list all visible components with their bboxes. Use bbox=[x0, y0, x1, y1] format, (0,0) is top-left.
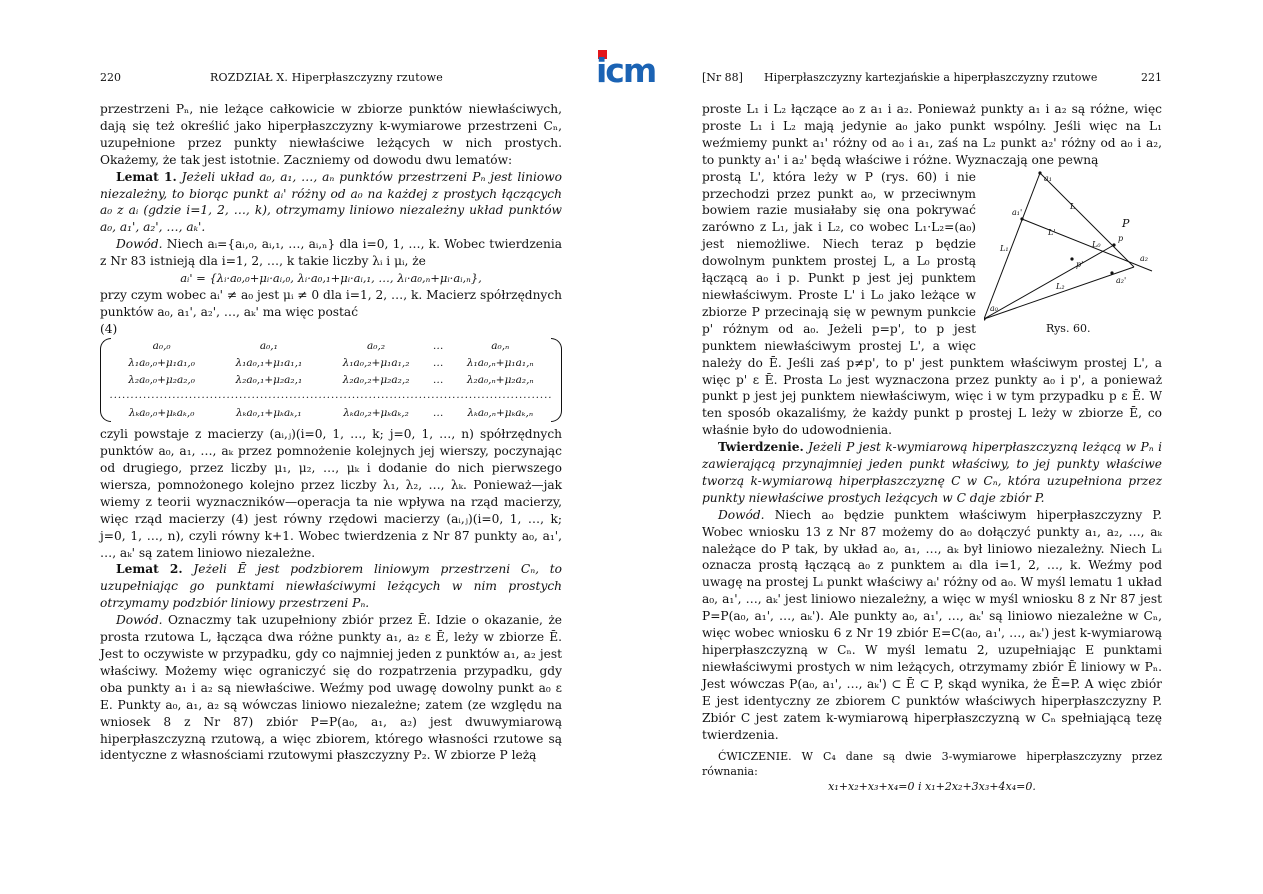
matrix-left-paren bbox=[100, 338, 111, 423]
label-a2: a₂ bbox=[1140, 253, 1148, 263]
matrix-cell: λ₁a₀,ₙ+μ₁a₁,ₙ bbox=[466, 356, 534, 369]
logo-text: icm bbox=[596, 51, 656, 90]
proof-text: Niech a₀ będzie punktem właściwym hiperpłaszczyzny P. Wobec wniosku 13 z Nr 87 możemy do a₀ dołączyć punkty a₁, a₂, …, aₖ należące do P tak, by układ a₀, a₁, …, aₖ był liniowo niezależny. Niech Lᵢ oznacza prostą łączącą a₀ z punktem aᵢ dla i=1, 2, …, k. Weźmy pod uwagę na prostej Lᵢ punkt właściwy aᵢ' różny od a₀. W myśl lematu 1 układ a₀, a₁', …, aₖ' jest liniowo niezależny, a więc w myśl wniosku 8 z Nr 87 jest P=P(a₀, a₁', …, aₖ'). Ale punkty a₀, a₁', …, aₖ' są liniowo niezależne w Cₙ, więc wobec wniosku 6 z Nr 19 zbiór E=C(a₀, a₁', …, aₖ') jest k-wymiarową hiperpłaszczyzną w Cₙ. W myśl lematu 2, uzupełniając E punktami niewłaściwymi prostych w nim leżących, otrzymamy zbiór Ē liniowy w Pₙ. Jest wówczas P(a₀, a₁', …, aₖ') ⊂ Ē ⊂ P, skąd wynika, że Ē=P. A więc zbiór E jest identyczny ze zbiorem C punktów właściwych hiperpłaszczyzny P. Zbiór C jest zatem k-wymiarową hiperpłaszczyzną w Cₙ spełniającą tezę twierdzenia. bbox=[702, 507, 1163, 742]
matrix-cell: λ₂a₀,₂+μ₂a₂,₂ bbox=[342, 373, 410, 386]
line-L2 bbox=[984, 267, 1134, 319]
matrix-cell: a₀,₀ bbox=[152, 339, 171, 352]
paragraph: czyli powstaje z macierzy (aᵢ,ⱼ)(i=0, 1, …, k; j=0, 1, …, n) spółrzędnych punktów a₀, a₁, …, aₖ przez pomnożenie kolejnych jej wierszy, poczynając od drugiego, przez liczby μ₁, μ₂, …, μₖ i dodanie do nich pierwszego wiersza, pomnożonego kolejno przez liczby λ₁, λ₂, …, λₖ. Ponieważ—jak wiemy z teorii wyznaczników—operacja ta nie wpływa na rząd macierzy, więc rząd macierzy (4) jest równy rzędowi macierzy (aᵢ,ⱼ)(i=0, 1, …, k; j=0, 1, …, n), czyli równy k+1. Wobec twierdzenia z Nr 87 punkty a₀, a₁', …, aₖ' są zatem liniowo niezależne. bbox=[100, 427, 562, 560]
matrix-cell: λₖa₀,₂+μₖaₖ,₂ bbox=[343, 407, 409, 420]
proof-text: Oznaczmy tak uzupełniony zbiór przez Ē. Idzie o okazanie, że prosta rzutowa L, łącząca dwa różne punkty a₁, a₂ ε Ē, leży w zbiorze Ē. Jest to oczywiste w przypadku, gdy co najmniej jeden z punktów a₁, a₂ jest właściwy. Możemy więc ograniczyć się do rozpatrzenia przypadku, gdy oba punkty a₁ i a₂ są niewłaściwe. Weźmy pod uwagę dowolny punkt a₀ ε E. Punkty a₀, a₁, a₂ są wówczas liniowo niezależne; zatem (ze względu na wniosek 8 z Nr 87) zbiór P=P(a₀, a₁, a₂) jest dwuwymiarową hiperpłaszczyzną rzutową, a więc zbiorem, którego własności rzutowe są identyczne z własnościami rzutowymi płaszczyzny P₂. W zbiorze P leżą bbox=[100, 613, 563, 763]
label-a1-prime: a₁' bbox=[1012, 207, 1023, 217]
paragraph: przestrzeni Pₙ, nie leżące całkowicie w zbiorze punktów niewłaściwych, dają się też określić jako hiperpłaszczyzny k-wymiarowe przestrzeni Cₙ, uzupełnione przez punkty niewłaściwe leżących w nich prostych. Okażemy, że tak jest istotnie. Zaczniemy od dowodu dwu lematów: bbox=[100, 102, 562, 167]
line-L0 bbox=[984, 245, 1114, 319]
matrix-dots-row bbox=[108, 388, 554, 405]
point-p bbox=[1112, 243, 1115, 246]
line-L bbox=[1040, 173, 1134, 267]
proof bbox=[702, 507, 1162, 744]
paragraph: proste L₁ i L₂ łączące a₀ z a₁ i a₂. Ponieważ punkty a₁ i a₂ są różne, więc proste L₁ i L₂ mają jedynie a₀ jako punkt wspólny. Jeśli więc na L₁ weźmiemy punkt a₁' różny od a₀ i a₁, zaś na L₂ punkt a₂' różny od a₀ i a₂, to punkty a₁' i a₂' będą właściwe i różne. Wyznaczają one pewną bbox=[702, 102, 1162, 167]
left-page-body bbox=[100, 101, 562, 764]
matrix-cell: λₖa₀,₀+μₖaₖ,₀ bbox=[128, 407, 195, 420]
label-L0: L₀ bbox=[1092, 239, 1101, 249]
proof-label: Dowód. bbox=[116, 613, 163, 628]
matrix-cell: a₀,₁ bbox=[259, 339, 278, 352]
figure-rys-60 bbox=[984, 171, 1162, 347]
matrix-cell: λₖa₀,₁+μₖaₖ,₁ bbox=[236, 407, 302, 420]
running-title: ROZDZIAŁ X. Hiperpłaszczyzny rzutowe bbox=[210, 71, 443, 84]
lemma-text: Jeżeli Ē jest podzbiorem liniowym przestrzeni Cₙ, to uzupełniając go punktami niewłaściwymi leżących w nim prostych otrzymamy podzbiór liniowy przestrzeni Pₙ. bbox=[100, 562, 563, 611]
matrix-row bbox=[108, 338, 554, 355]
lemma-1 bbox=[100, 169, 562, 237]
lemma-2 bbox=[100, 561, 562, 612]
matrix-cell: λ₂a₀,₁+μ₂a₂,₁ bbox=[235, 373, 303, 386]
label-p: p bbox=[1118, 233, 1124, 243]
matrix-cell: λ₁a₀,₀+μ₁a₁,₀ bbox=[128, 356, 195, 369]
point-a1-prime bbox=[1020, 217, 1023, 220]
proof-label: Dowód. bbox=[116, 237, 163, 252]
icm-logo bbox=[596, 50, 666, 88]
matrix-cell: λ₂a₀,₀+μ₂a₂,₀ bbox=[128, 373, 195, 386]
point-a2-prime bbox=[1110, 271, 1113, 274]
matrix-cell: λ₁a₀,₂+μ₁a₁,₂ bbox=[342, 356, 410, 369]
theorem-text: Jeżeli P jest k-wymiarową hiperpłaszczyzną leżącą w Pₙ i zawierającą przynajmniej jeden punkt właściwy, to jej punkty właściwe tworzą k-wymiarową hiperpłaszczyznę C w Cₙ, która uzupełniona przez punkty niewłaściwe prostych leżących w C daje zbiór P. bbox=[702, 440, 1162, 505]
theorem-label: Twierdzenie. bbox=[718, 440, 804, 455]
matrix-row bbox=[108, 355, 554, 372]
matrix-table bbox=[108, 338, 554, 423]
right-page-header bbox=[702, 71, 1162, 87]
lemma-label: Lemat 2. bbox=[116, 562, 183, 577]
line-Lprime bbox=[1022, 216, 1152, 271]
label-a1: a₁ bbox=[1044, 173, 1052, 183]
matrix-dots: .......................................................................................................... bbox=[109, 390, 553, 402]
section-number: [Nr 88] bbox=[702, 71, 743, 84]
matrix-cell: a₀,ₙ bbox=[491, 339, 510, 352]
label-L: L bbox=[1070, 201, 1076, 211]
exercise-equation: x₁+x₂+x₃+x₄=0 i x₁+2x₂+3x₃+4x₄=0. bbox=[828, 780, 1036, 794]
point-p-prime bbox=[1070, 257, 1073, 260]
matrix-cell: a₀,₂ bbox=[367, 339, 386, 352]
matrix-cell: … bbox=[432, 373, 444, 386]
right-page bbox=[702, 0, 1162, 894]
matrix bbox=[100, 338, 562, 423]
proof-label: Dowód. bbox=[718, 507, 765, 522]
equation-label: (4) bbox=[100, 321, 118, 336]
lemma-label: Lemat 1. bbox=[116, 169, 177, 184]
page-number: 220 bbox=[100, 71, 121, 84]
exercise: ĆWICZENIE. W C₄ dane są dwie 3-wymiarowe hiperpłaszczyzny przez równania: bbox=[702, 750, 1162, 779]
matrix-right-paren bbox=[551, 338, 562, 423]
proof-1 bbox=[100, 236, 562, 270]
lemma-text: Jeżeli układ a₀, a₁, …, aₙ punktów przestrzeni Pₙ jest liniowo niezależny, to biorąc punkt aᵢ' różny od a₀ na każdej z prostych łączących a₀ z aᵢ (gdzie i=1, 2, …, k), otrzymamy liniowo niezależny układ punktów a₀, a₁', a₂', …, aₖ'. bbox=[100, 169, 562, 235]
label-a0: a₀ bbox=[990, 303, 998, 313]
theorem bbox=[702, 439, 1162, 507]
figure-diagram bbox=[984, 171, 1162, 331]
left-page-header bbox=[100, 71, 562, 87]
proof-2 bbox=[100, 612, 562, 764]
formula: aᵢ' = {λᵢ·a₀,₀+μᵢ·aᵢ,₀, λᵢ·a₀,₁+μᵢ·aᵢ,₁, …, λᵢ·a₀,ₙ+μᵢ·aᵢ,ₙ}, bbox=[180, 271, 482, 286]
label-L2: L₂ bbox=[1056, 281, 1065, 291]
matrix-row bbox=[108, 372, 554, 389]
line-L1 bbox=[984, 173, 1040, 319]
matrix-cell: … bbox=[432, 339, 444, 352]
label-p-prime: p' bbox=[1076, 259, 1084, 269]
paragraph: prostą L', która leży w P (rys. 60) i nie przechodzi przez punkt a₀, w przeciwnym bowiem razie musiałaby się ona pokrywać zarówno z L₁, jak i L₂, co wobec L₁·L₂=(a₀) jest niemożliwe. Niech teraz p będzie dowolnym punktem prostej L, a L₀ prostą łączącą a₀ i p. Punkt p jest jej punktem niewłaściwym. Proste L' i L₀ jako leżące w zbiorze P przecinają się w pewnym punkcie p' różnym od a₀. Jeżeli p=p', to p jest punktem niewłaściwym prostej L', a więc należy do Ē. Jeśli zaś p≠p', to p' jest punktem właściwym prostej L', a więc p' ε Ē. Prosta L₀ jest wyznaczona przez punkty a₀ i p', a ponieważ punkt p jest jej punktem niewłaściwym, więc i w tym przypadku p ε Ē. W ten sposób okazaliśmy, że każdy punkt p prostej L leży w zbiorze Ē, co właśnie było do udowodnienia. bbox=[702, 169, 1162, 438]
matrix-cell: … bbox=[432, 356, 444, 369]
matrix-cell: λ₂a₀,ₙ+μ₂a₂,ₙ bbox=[466, 373, 534, 386]
proof-text: Niech aᵢ={aᵢ,₀, aᵢ,₁, …, aᵢ,ₙ} dla i=0, 1, …, k. Wobec twierdzenia z Nr 83 istnieją dla i=1, 2, …, k takie liczby λᵢ i μᵢ, że bbox=[100, 237, 563, 269]
matrix-cell: λ₁a₀,₁+μ₁a₁,₁ bbox=[235, 356, 303, 369]
running-title: Hiperpłaszczyzny kartezjańskie a hiperpłaszczyzny rzutowe bbox=[764, 71, 1098, 84]
matrix-cell: … bbox=[432, 407, 444, 420]
point-a1 bbox=[1038, 171, 1041, 174]
label-Lprime: L' bbox=[1048, 227, 1056, 237]
matrix-row bbox=[108, 405, 554, 422]
figure-caption: Rys. 60. bbox=[1046, 321, 1091, 335]
left-page bbox=[100, 0, 562, 894]
label-P: P bbox=[1122, 216, 1130, 230]
paragraph: przy czym wobec aᵢ' ≠ a₀ jest μᵢ ≠ 0 dla i=1, 2, …, k. Macierz spółrzędnych punktów a₀, a₁', a₂', …, aₖ' ma więc postać bbox=[100, 287, 562, 319]
label-L1: L₁ bbox=[1000, 243, 1009, 253]
right-page-body bbox=[702, 101, 1162, 794]
page-number: 221 bbox=[1141, 71, 1162, 84]
matrix-cell: λₖa₀,ₙ+μₖaₖ,ₙ bbox=[467, 407, 534, 420]
label-a2-prime: a₂' bbox=[1116, 275, 1127, 285]
